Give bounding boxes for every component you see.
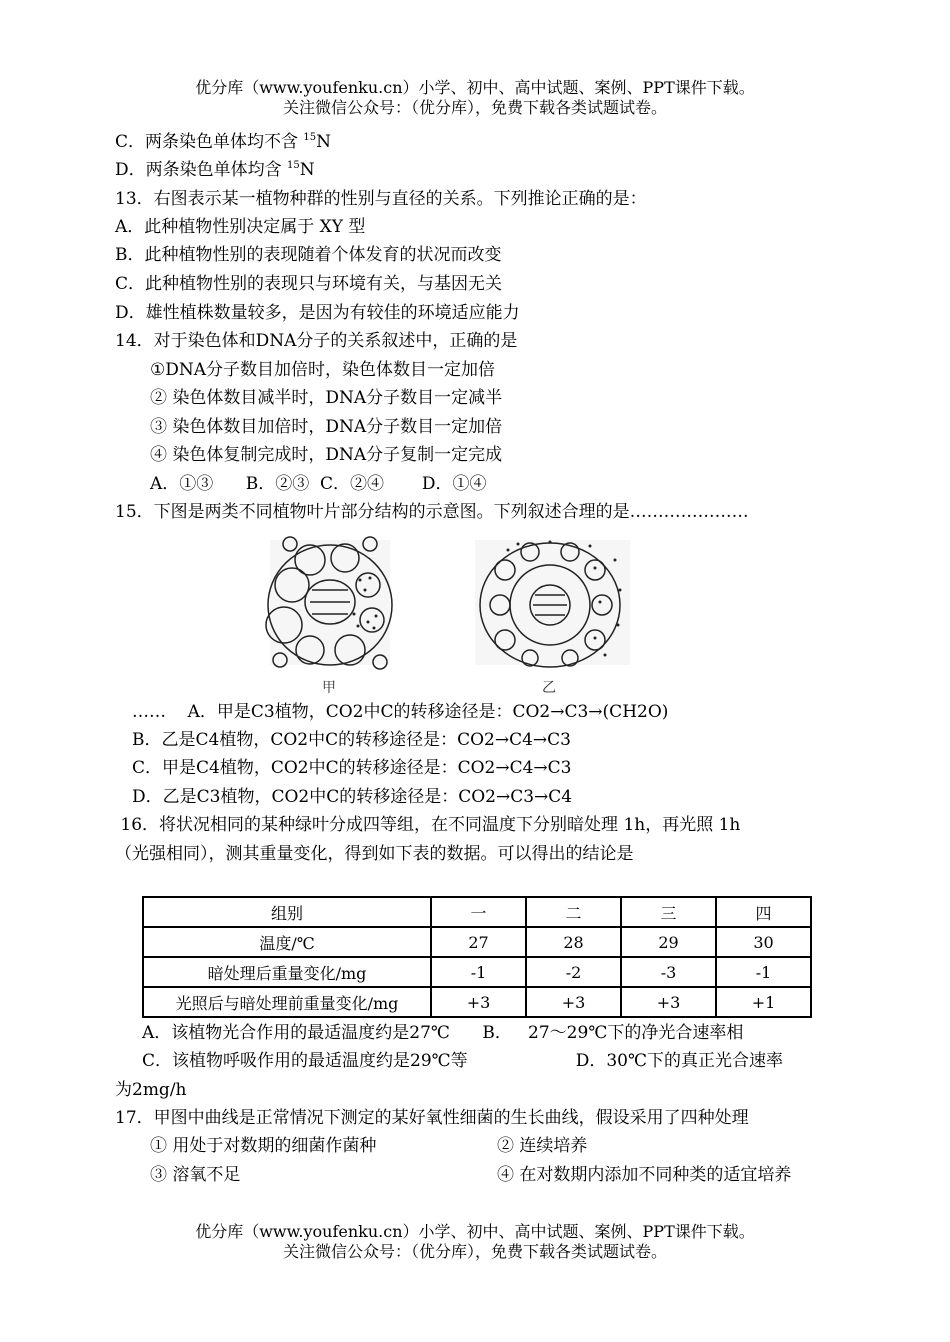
leaf-section-jia <box>266 537 392 669</box>
q16-options-ab: A．该植物光合作用的最适温度约是27℃ B． 27～29℃下的净光合速率相 <box>142 1023 744 1043</box>
table-cell: +3 <box>621 987 716 1017</box>
table-cell: 光照后与暗处理前重量变化/mg <box>143 987 431 1017</box>
q17-stem: 17．甲图中曲线是正常情况下测定的某好氧性细菌的生长曲线，假设采用了四种处理 <box>115 1108 749 1128</box>
header-line-2: 关注微信公众号：（优分库），免费下载各类试题试卷。 <box>282 98 667 117</box>
table-cell: 27 <box>431 927 526 957</box>
table-cell: 三 <box>621 897 716 927</box>
q13-stem: 13．右图表示某一植物种群的性别与直径的关系。下列推论正确的是： <box>115 189 647 209</box>
q14-statement-4: ④ 染色体复制完成时，DNA分子复制一定完成 <box>150 445 503 465</box>
q12-option-c: C．两条染色单体均不含 $^{15}$N <box>115 132 332 152</box>
table-cell: 二 <box>526 897 621 927</box>
q13-option-c: C．此种植物性别的表现只与环境有关，与基因无关 <box>115 274 503 294</box>
leaf-cross-sections-image <box>250 530 670 700</box>
table-cell: +3 <box>431 987 526 1017</box>
table-cell: 29 <box>621 927 716 957</box>
q17-treatment-3: ③ 溶氧不足 <box>150 1165 241 1185</box>
figure-label-yi: 乙 <box>542 680 556 696</box>
q15-option-c: C．甲是C4植物，CO2中C的转移途径是：CO2→C4→C3 <box>132 758 572 778</box>
q14-options: A．①③ B．②③ C．②④ D．①④ <box>150 474 487 494</box>
q16-options-cd: C．该植物呼吸作用的最适温度约是29℃等 D．30℃下的真正光合速率 <box>142 1051 784 1071</box>
table-cell: -2 <box>526 957 621 987</box>
table-cell: 30 <box>716 927 811 957</box>
table-row <box>143 957 811 987</box>
q13-option-a: A．此种植物性别决定属于 XY 型 <box>115 217 366 237</box>
table-cell: 一 <box>431 897 526 927</box>
table-row <box>143 897 811 927</box>
table-cell: 温度/℃ <box>143 927 431 957</box>
q15-option-a: …… A．甲是C3植物，CO2中C的转移途径是：CO2→C3→(CH2O) <box>132 702 669 722</box>
q16-stem-2: （光强相同），测其重量变化，得到如下表的数据。可以得出的结论是 <box>115 844 634 864</box>
q14-statement-1: ①DNA分子数目加倍时，染色体数目一定加倍 <box>150 360 496 380</box>
leaf-structure-figure <box>250 530 670 700</box>
q17-treatment-4: ④ 在对数期内添加不同种类的适宜培养 <box>497 1165 792 1185</box>
table-row <box>143 987 811 1017</box>
table-cell: 28 <box>526 927 621 957</box>
table-cell: +1 <box>716 987 811 1017</box>
table-cell: 组别 <box>143 897 431 927</box>
q14-statement-2: ② 染色体数目减半时，DNA分子数目一定减半 <box>150 388 503 408</box>
q15-stem: 15．下图是两类不同植物叶片部分结构的示意图。下列叙述合理的是………………… <box>115 502 749 522</box>
q15-option-b: B．乙是C4植物，CO2中C的转移途径是：CO2→C4→C3 <box>132 730 571 750</box>
q13-option-d: D．雄性植株数量较多，是因为有较佳的环境适应能力 <box>115 303 520 323</box>
table-cell: 暗处理后重量变化/mg <box>143 957 431 987</box>
q16-data-table <box>142 896 812 1018</box>
q14-statement-3: ③ 染色体数目加倍时，DNA分子数目一定加倍 <box>150 417 503 437</box>
table-cell: -1 <box>716 957 811 987</box>
q12-option-d: D．两条染色单体均含 $^{15}$N <box>115 160 315 180</box>
figure-label-jia: 甲 <box>322 680 336 696</box>
q14-stem: 14．对于染色体和DNA分子的关系叙述中，正确的是 <box>115 331 518 351</box>
table-row <box>143 927 811 957</box>
q16-option-d-cont: 为2mg/h <box>115 1080 187 1100</box>
q15-option-d: D．乙是C3植物，CO2中C的转移途径是：CO2→C3→C4 <box>132 787 573 807</box>
footer-line-2: 关注微信公众号：（优分库），免费下载各类试题试卷。 <box>282 1242 667 1261</box>
q16-stem-1: 16．将状况相同的某种绿叶分成四等组，在不同温度下分别暗处理 1h，再光照 1h <box>115 815 741 835</box>
table-cell: +3 <box>526 987 621 1017</box>
leaf-section-yi <box>475 540 630 667</box>
table-cell: -3 <box>621 957 716 987</box>
footer-line-1: 优分库（www.youfenku.cn）小学、初中、高中试题、案例、PPT课件下载。 <box>195 1222 755 1241</box>
header-line-1: 优分库（www.youfenku.cn）小学、初中、高中试题、案例、PPT课件下载。 <box>195 78 755 97</box>
table-cell: 四 <box>716 897 811 927</box>
q13-option-b: B．此种植物性别的表现随着个体发育的状况而改变 <box>115 245 502 265</box>
q17-treatment-2: ② 连续培养 <box>497 1136 588 1156</box>
table-cell: -1 <box>431 957 526 987</box>
q17-treatment-1: ① 用处于对数期的细菌作菌种 <box>150 1136 377 1156</box>
